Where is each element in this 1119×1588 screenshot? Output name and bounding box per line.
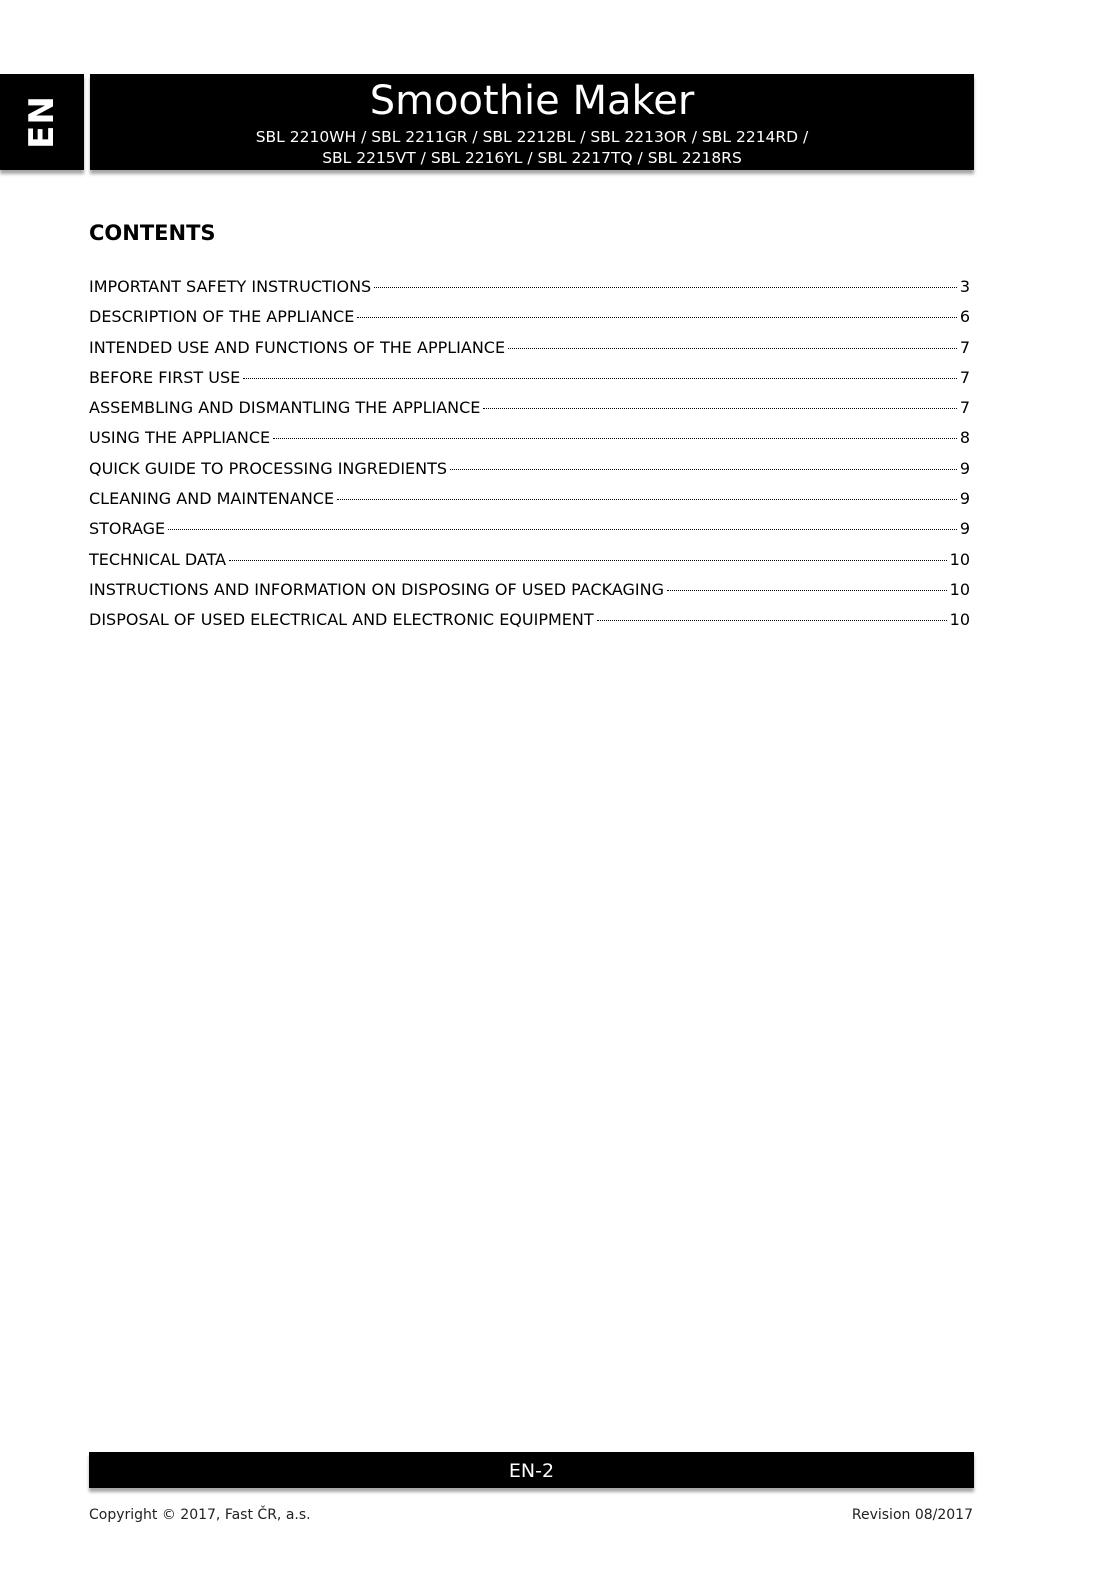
toc-entry-page: 6 <box>959 307 970 327</box>
toc-entry[interactable] <box>89 518 970 548</box>
revision-label: Revision 08/2017 <box>851 1507 973 1523</box>
footer-page-number-bar <box>89 1452 974 1488</box>
dot-leader <box>508 348 957 349</box>
model-list-line-2: SBL 2215VT / SBL 2216YL / SBL 2217TQ / SBL 2218RS <box>322 149 742 167</box>
toc-entry[interactable] <box>89 579 970 609</box>
toc-entry[interactable] <box>89 458 970 488</box>
toc-entry-page: 9 <box>959 519 970 539</box>
header-bar <box>90 74 974 170</box>
toc-entry-label: INTENDED USE AND FUNCTIONS OF THE APPLIANCE <box>89 337 506 357</box>
page-title: Smoothie Maker <box>369 78 695 124</box>
table-of-contents <box>89 276 970 640</box>
copyright-notice: Copyright © 2017, Fast ČR, a.s. <box>89 1507 311 1523</box>
toc-entry[interactable] <box>89 337 970 367</box>
toc-entry[interactable] <box>89 427 970 457</box>
toc-entry-page: 3 <box>959 277 970 296</box>
toc-entry[interactable] <box>89 367 970 397</box>
contents-heading: CONTENTS <box>89 221 216 245</box>
toc-entry-page: 7 <box>959 367 970 387</box>
toc-entry-page: 9 <box>959 489 970 509</box>
toc-entry-label: BEFORE FIRST USE <box>89 367 241 387</box>
toc-entry-label: STORAGE <box>89 519 166 539</box>
dot-leader <box>273 438 957 439</box>
toc-entry-label: USING THE APPLIANCE <box>89 428 271 448</box>
toc-entry[interactable] <box>89 549 970 579</box>
toc-entry-label: CLEANING AND MAINTENANCE <box>89 489 335 509</box>
toc-entry-page: 8 <box>959 428 970 448</box>
toc-entry-label: TECHNICAL DATA <box>89 549 227 569</box>
toc-entry[interactable] <box>89 609 970 639</box>
toc-entry[interactable] <box>89 276 970 306</box>
dot-leader <box>483 408 956 409</box>
toc-entry[interactable] <box>89 488 970 518</box>
toc-entry-label: IMPORTANT SAFETY INSTRUCTIONS <box>89 277 372 296</box>
dot-leader <box>597 620 947 621</box>
toc-entry-label: DESCRIPTION OF THE APPLIANCE <box>89 307 355 327</box>
model-list-line-1: SBL 2210WH / SBL 2211GR / SBL 2212BL / SBL 2213OR / SBL 2214RD / <box>255 128 809 146</box>
dot-leader <box>229 560 947 561</box>
dot-leader <box>337 499 957 500</box>
dot-leader <box>374 287 957 288</box>
page-number: EN-2 <box>508 1460 555 1482</box>
toc-entry-page: 10 <box>949 579 970 599</box>
toc-entry-page: 10 <box>949 549 970 569</box>
toc-entry[interactable] <box>89 397 970 427</box>
toc-entry-label: INSTRUCTIONS AND INFORMATION ON DISPOSING OF USED PACKAGING <box>89 579 664 599</box>
toc-entry-page: 7 <box>959 337 970 357</box>
dot-leader <box>450 469 957 470</box>
toc-entry-page: 7 <box>959 398 970 418</box>
dot-leader <box>243 378 957 379</box>
dot-leader <box>357 317 956 318</box>
toc-entry-page: 10 <box>949 610 970 630</box>
toc-entry-label: ASSEMBLING AND DISMANTLING THE APPLIANCE <box>89 398 481 418</box>
toc-entry[interactable] <box>89 306 970 336</box>
language-label: EN <box>22 95 62 149</box>
toc-entry-page: 9 <box>959 458 970 478</box>
toc-entry-label: DISPOSAL OF USED ELECTRICAL AND ELECTRONIC EQUIPMENT <box>89 610 594 630</box>
toc-entry-label: QUICK GUIDE TO PROCESSING INGREDIENTS <box>89 458 448 478</box>
dot-leader <box>168 529 957 530</box>
dot-leader <box>667 590 947 591</box>
language-tab <box>0 74 84 170</box>
